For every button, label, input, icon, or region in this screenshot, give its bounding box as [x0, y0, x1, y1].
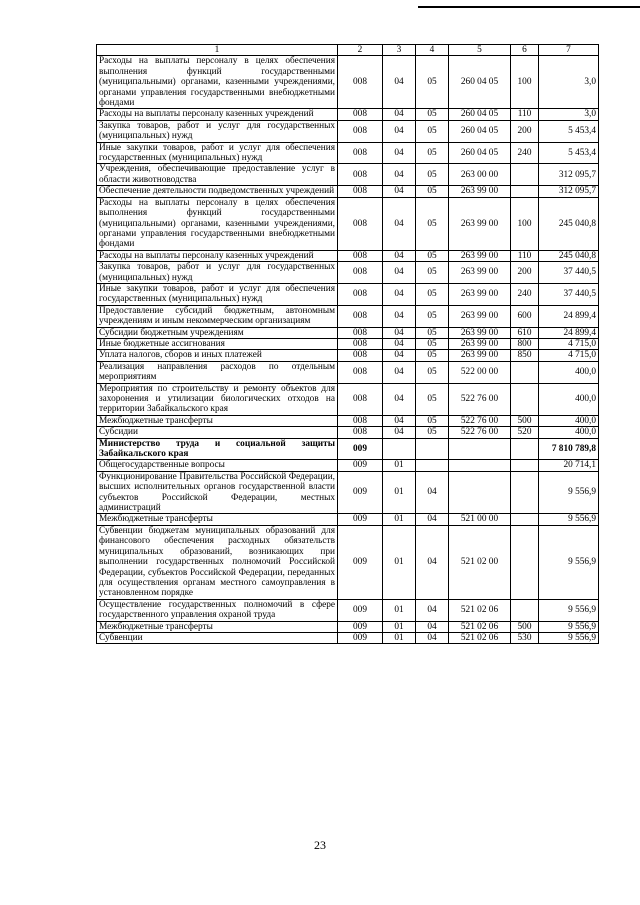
expense-type-cell — [511, 514, 539, 525]
amount-cell: 37 440,5 — [539, 262, 599, 284]
target-article-cell: 263 99 00 — [449, 250, 511, 261]
subsection-cell — [416, 438, 449, 460]
row-name-cell: Обеспечение деятельности подведомственных учреждений — [97, 186, 338, 197]
amount-cell: 3,0 — [539, 109, 599, 120]
expense-type-cell: 200 — [511, 120, 539, 142]
expense-type-cell: 200 — [511, 262, 539, 284]
ministry-code-cell: 008 — [338, 109, 383, 120]
ministry-code-cell: 009 — [338, 438, 383, 460]
target-article-cell: 263 99 00 — [449, 327, 511, 338]
target-article-cell: 522 76 00 — [449, 427, 511, 438]
expense-type-cell — [511, 186, 539, 197]
header-cell: 6 — [511, 45, 539, 56]
target-article-cell: 521 00 00 — [449, 514, 511, 525]
row-name-cell: Субвенции — [97, 632, 338, 643]
table-row — [97, 120, 599, 142]
section-cell: 04 — [383, 338, 416, 349]
section-cell: 01 — [383, 632, 416, 643]
table-row — [97, 109, 599, 120]
amount-cell: 20 714,1 — [539, 460, 599, 471]
table-row — [97, 250, 599, 261]
table-row — [97, 438, 599, 460]
ministry-code-cell: 008 — [338, 338, 383, 349]
row-name-cell: Общегосударственные вопросы — [97, 460, 338, 471]
row-name-cell: Расходы на выплаты персоналу казенных учреждений — [97, 109, 338, 120]
subsection-cell: 05 — [416, 350, 449, 361]
row-name-cell: Учреждения, обеспечивающие предоставление услуг в области животноводства — [97, 164, 338, 186]
budget-table — [96, 44, 599, 644]
expense-type-cell — [511, 599, 539, 621]
row-name-cell: Иные закупки товаров, работ и услуг для обеспечения государственных (муниципальных) нужд — [97, 142, 338, 164]
ministry-code-cell: 009 — [338, 599, 383, 621]
amount-cell: 9 556,9 — [539, 471, 599, 514]
row-name-cell: Межбюджетные трансферты — [97, 621, 338, 632]
subsection-cell: 04 — [416, 525, 449, 599]
section-cell: 04 — [383, 383, 416, 415]
subsection-cell: 05 — [416, 383, 449, 415]
section-cell: 01 — [383, 460, 416, 471]
table-row — [97, 383, 599, 415]
expense-type-cell: 850 — [511, 350, 539, 361]
expense-type-cell: 110 — [511, 109, 539, 120]
table-row — [97, 327, 599, 338]
subsection-cell: 05 — [416, 56, 449, 109]
page-number: 23 — [314, 838, 326, 852]
amount-cell: 9 556,9 — [539, 599, 599, 621]
subsection-cell: 05 — [416, 120, 449, 142]
row-name-cell: Министерство труда и социальной защиты Забайкальского края — [97, 438, 338, 460]
target-article-cell: 521 02 00 — [449, 525, 511, 599]
ministry-code-cell: 009 — [338, 621, 383, 632]
section-cell: 04 — [383, 109, 416, 120]
ministry-code-cell: 008 — [338, 197, 383, 250]
ministry-code-cell: 009 — [338, 525, 383, 599]
table-row — [97, 262, 599, 284]
amount-cell: 7 810 789,8 — [539, 438, 599, 460]
target-article-cell: 263 99 00 — [449, 283, 511, 305]
ministry-code-cell: 008 — [338, 283, 383, 305]
subsection-cell: 05 — [416, 305, 449, 327]
table-row — [97, 350, 599, 361]
row-name-cell: Межбюджетные трансферты — [97, 415, 338, 426]
subsection-cell: 05 — [416, 164, 449, 186]
table-row — [97, 460, 599, 471]
section-cell: 04 — [383, 197, 416, 250]
amount-cell: 245 040,8 — [539, 197, 599, 250]
subsection-cell — [416, 460, 449, 471]
subsection-cell: 04 — [416, 632, 449, 643]
expense-type-cell: 500 — [511, 621, 539, 632]
table-row — [97, 164, 599, 186]
amount-cell: 312 095,7 — [539, 186, 599, 197]
table-row — [97, 361, 599, 383]
row-name-cell: Уплата налогов, сборов и иных платежей — [97, 350, 338, 361]
header-cell: 5 — [449, 45, 511, 56]
target-article-cell: 263 99 00 — [449, 262, 511, 284]
amount-cell: 4 715,0 — [539, 338, 599, 349]
section-cell: 04 — [383, 283, 416, 305]
row-name-cell: Осуществление государственных полномочий в сфере государственного управления охраной труда — [97, 599, 338, 621]
section-cell: 04 — [383, 56, 416, 109]
ministry-code-cell: 008 — [338, 56, 383, 109]
expense-type-cell: 530 — [511, 632, 539, 643]
subsection-cell: 05 — [416, 361, 449, 383]
section-cell: 04 — [383, 305, 416, 327]
row-name-cell: Расходы на выплаты персоналу в целях обеспечения выполнения функций государственными (муниципальными) органами, казенными учреждениями, органами управления государственными внебюджетными фондами — [97, 56, 338, 109]
amount-cell: 9 556,9 — [539, 514, 599, 525]
ministry-code-cell: 009 — [338, 514, 383, 525]
amount-cell: 9 556,9 — [539, 632, 599, 643]
expense-type-cell — [511, 164, 539, 186]
subsection-cell: 05 — [416, 427, 449, 438]
target-article-cell: 521 02 06 — [449, 621, 511, 632]
expense-type-cell: 520 — [511, 427, 539, 438]
expense-type-cell — [511, 471, 539, 514]
ministry-code-cell: 008 — [338, 383, 383, 415]
expense-type-cell — [511, 361, 539, 383]
section-cell: 04 — [383, 415, 416, 426]
expense-type-cell — [511, 383, 539, 415]
ministry-code-cell: 008 — [338, 327, 383, 338]
expense-type-cell — [511, 438, 539, 460]
row-name-cell: Субвенции бюджетам муниципальных образований для финансового обеспечения расходных обязательств муниципальных образований, возникающих при выполнении государственных полномочий Российской Федерации, субъектов Российской Федерации, переданных для осуществления органам местного самоуправления в установленном порядке — [97, 525, 338, 599]
section-cell: 01 — [383, 621, 416, 632]
expense-type-cell — [511, 460, 539, 471]
ministry-code-cell: 008 — [338, 427, 383, 438]
target-article-cell: 522 76 00 — [449, 383, 511, 415]
subsection-cell: 04 — [416, 471, 449, 514]
header-cell: 7 — [539, 45, 599, 56]
ministry-code-cell: 008 — [338, 120, 383, 142]
subsection-cell: 04 — [416, 599, 449, 621]
amount-cell: 400,0 — [539, 415, 599, 426]
expense-type-cell: 100 — [511, 56, 539, 109]
header-cell: 1 — [97, 45, 338, 56]
subsection-cell: 05 — [416, 109, 449, 120]
target-article-cell: 260 04 05 — [449, 120, 511, 142]
ministry-code-cell: 008 — [338, 415, 383, 426]
subsection-cell: 05 — [416, 327, 449, 338]
table-row — [97, 471, 599, 514]
row-name-cell: Межбюджетные трансферты — [97, 514, 338, 525]
header-cell: 2 — [338, 45, 383, 56]
subsection-cell: 05 — [416, 262, 449, 284]
amount-cell: 3,0 — [539, 56, 599, 109]
row-name-cell: Мероприятия по строительству и ремонту объектов для захоронения и утилизации биологических отходов на территории Забайкальского края — [97, 383, 338, 415]
section-cell: 01 — [383, 514, 416, 525]
subsection-cell: 05 — [416, 415, 449, 426]
table-row — [97, 525, 599, 599]
section-cell: 04 — [383, 164, 416, 186]
row-name-cell: Предоставление субсидий бюджетным, автономным учреждениям и иным некоммерческим организациям — [97, 305, 338, 327]
amount-cell: 400,0 — [539, 427, 599, 438]
target-article-cell: 263 00 00 — [449, 164, 511, 186]
section-cell: 01 — [383, 471, 416, 514]
target-article-cell: 260 04 05 — [449, 142, 511, 164]
subsection-cell: 05 — [416, 197, 449, 250]
table-row — [97, 415, 599, 426]
section-cell: 04 — [383, 262, 416, 284]
section-cell: 04 — [383, 250, 416, 261]
section-cell — [383, 438, 416, 460]
table-row — [97, 56, 599, 109]
ministry-code-cell: 009 — [338, 460, 383, 471]
row-name-cell: Субсидии бюджетным учреждениям — [97, 327, 338, 338]
expense-type-cell: 240 — [511, 283, 539, 305]
section-cell: 04 — [383, 327, 416, 338]
ministry-code-cell: 008 — [338, 262, 383, 284]
ministry-code-cell: 008 — [338, 350, 383, 361]
section-cell: 01 — [383, 599, 416, 621]
row-name-cell: Закупка товаров, работ и услуг для государственных (муниципальных) нужд — [97, 262, 338, 284]
amount-cell: 24 899,4 — [539, 327, 599, 338]
expense-type-cell: 100 — [511, 197, 539, 250]
expense-type-cell: 610 — [511, 327, 539, 338]
subsection-cell: 05 — [416, 338, 449, 349]
amount-cell: 400,0 — [539, 383, 599, 415]
subsection-cell: 05 — [416, 142, 449, 164]
target-article-cell: 263 99 00 — [449, 305, 511, 327]
target-article-cell: 521 02 06 — [449, 632, 511, 643]
amount-cell: 4 715,0 — [539, 350, 599, 361]
target-article-cell: 522 00 00 — [449, 361, 511, 383]
table-row — [97, 305, 599, 327]
table-row — [97, 283, 599, 305]
target-article-cell — [449, 471, 511, 514]
target-article-cell — [449, 460, 511, 471]
section-cell: 04 — [383, 142, 416, 164]
amount-cell: 245 040,8 — [539, 250, 599, 261]
table-row — [97, 514, 599, 525]
header-cell: 3 — [383, 45, 416, 56]
amount-cell: 24 899,4 — [539, 305, 599, 327]
table-row — [97, 186, 599, 197]
table-row — [97, 621, 599, 632]
amount-cell: 5 453,4 — [539, 120, 599, 142]
header-row — [97, 45, 599, 56]
ministry-code-cell: 008 — [338, 186, 383, 197]
section-cell: 04 — [383, 120, 416, 142]
row-name-cell: Реализация направления расходов по отдельным мероприятиям — [97, 361, 338, 383]
subsection-cell: 05 — [416, 283, 449, 305]
subsection-cell: 04 — [416, 514, 449, 525]
section-cell: 04 — [383, 427, 416, 438]
row-name-cell: Субсидии — [97, 427, 338, 438]
expense-type-cell — [511, 525, 539, 599]
amount-cell: 37 440,5 — [539, 283, 599, 305]
expense-type-cell: 600 — [511, 305, 539, 327]
expense-type-cell: 500 — [511, 415, 539, 426]
row-name-cell: Закупка товаров, работ и услуг для государственных (муниципальных) нужд — [97, 120, 338, 142]
ministry-code-cell: 008 — [338, 305, 383, 327]
target-article-cell: 260 04 05 — [449, 109, 511, 120]
ministry-code-cell: 009 — [338, 632, 383, 643]
section-cell: 01 — [383, 525, 416, 599]
section-cell: 04 — [383, 361, 416, 383]
section-cell: 04 — [383, 186, 416, 197]
table-row — [97, 599, 599, 621]
target-article-cell: 263 99 00 — [449, 350, 511, 361]
ministry-code-cell: 008 — [338, 250, 383, 261]
target-article-cell: 521 02 06 — [449, 599, 511, 621]
subsection-cell: 05 — [416, 250, 449, 261]
row-name-cell: Иные бюджетные ассигнования — [97, 338, 338, 349]
expense-type-cell: 800 — [511, 338, 539, 349]
target-article-cell: 263 99 00 — [449, 197, 511, 250]
amount-cell: 9 556,9 — [539, 525, 599, 599]
amount-cell: 5 453,4 — [539, 142, 599, 164]
row-name-cell: Иные закупки товаров, работ и услуг для обеспечения государственных (муниципальных) нужд — [97, 283, 338, 305]
table-body — [97, 45, 599, 644]
table-row — [97, 142, 599, 164]
row-name-cell: Функционирование Правительства Российской Федерации, высших исполнительных органов государственной власти субъектов Российской Федерации, местных администраций — [97, 471, 338, 514]
target-article-cell: 260 04 05 — [449, 56, 511, 109]
expense-type-cell: 240 — [511, 142, 539, 164]
table-row — [97, 197, 599, 250]
target-article-cell: 263 99 00 — [449, 186, 511, 197]
amount-cell: 400,0 — [539, 361, 599, 383]
ministry-code-cell: 009 — [338, 471, 383, 514]
target-article-cell: 263 99 00 — [449, 338, 511, 349]
section-cell: 04 — [383, 350, 416, 361]
expense-type-cell: 110 — [511, 250, 539, 261]
target-article-cell: 522 76 00 — [449, 415, 511, 426]
amount-cell: 9 556,9 — [539, 621, 599, 632]
table-row — [97, 632, 599, 643]
subsection-cell: 05 — [416, 186, 449, 197]
ministry-code-cell: 008 — [338, 164, 383, 186]
amount-cell: 312 095,7 — [539, 164, 599, 186]
table-row — [97, 338, 599, 349]
header-cell: 4 — [416, 45, 449, 56]
ministry-code-cell: 008 — [338, 142, 383, 164]
ministry-code-cell: 008 — [338, 361, 383, 383]
table-row — [97, 427, 599, 438]
row-name-cell: Расходы на выплаты персоналу казенных учреждений — [97, 250, 338, 261]
subsection-cell: 04 — [416, 621, 449, 632]
row-name-cell: Расходы на выплаты персоналу в целях обеспечения выполнения функций государственными (муниципальными) органами, казенными учреждениями, органами управления государственными внебюджетными фондами — [97, 197, 338, 250]
top-rule — [418, 6, 640, 8]
target-article-cell — [449, 438, 511, 460]
